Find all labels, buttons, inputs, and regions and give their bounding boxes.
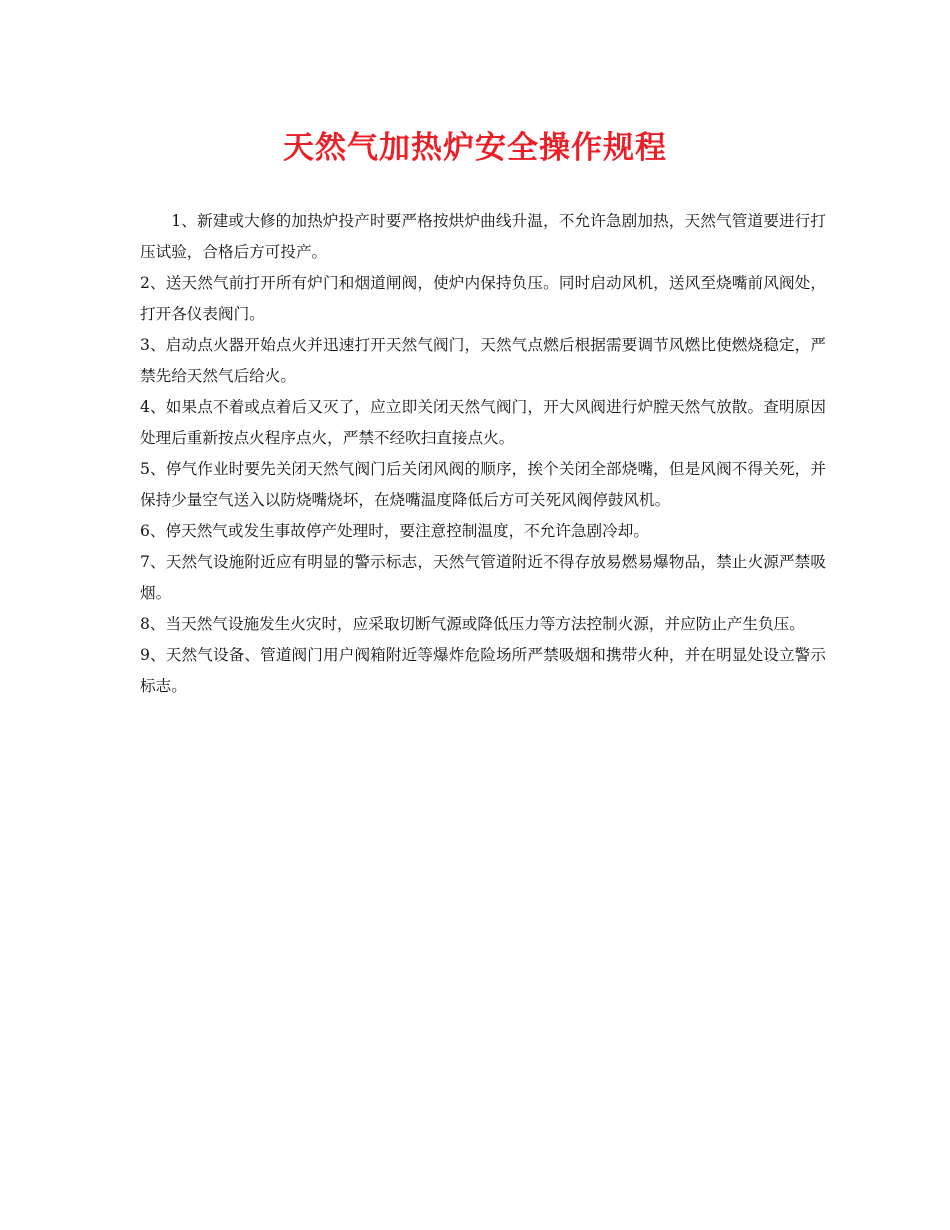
- paragraph-3: 3、启动点火器开始点火并迅速打开天然气阀门，天然气点燃后根据需要调节风燃比使燃烧稳定，严禁先给天然气后给火。: [140, 336, 826, 385]
- document-title: 天然气加热炉安全操作规程: [283, 130, 667, 166]
- paragraph-7: 7、天然气设施附近应有明显的警示标志，天然气管道附近不得存放易燃易爆物品，禁止火源严禁吸烟。: [140, 553, 826, 602]
- paragraph-8: 8、当天然气设施发生火灾时，应采取切断气源或降低压力等方法控制火源，并应防止产生负压。: [140, 615, 805, 633]
- paragraph-1: 1、新建或大修的加热炉投产时要严格按烘炉曲线升温，不允许急剧加热，天然气管道要进行打压试验，合格后方可投产。: [140, 212, 826, 261]
- document-body: [140, 206, 826, 702]
- paragraph-2: 2、送天然气前打开所有炉门和烟道闸阀，使炉内保持负压。同时启动风机，送风至烧嘴前风阀处，打开各仪表阀门。: [140, 274, 826, 323]
- paragraph-9: 9、天然气设备、管道阀门用户阀箱附近等爆炸危险场所严禁吸烟和携带火种，并在明显处设立警示标志。: [140, 646, 826, 695]
- paragraph-4: 4、如果点不着或点着后又灭了，应立即关闭天然气阀门，开大风阀进行炉膛天然气放散。查明原因处理后重新按点火程序点火，严禁不经吹扫直接点火。: [140, 398, 826, 447]
- paragraph-6: 6、停天然气或发生事故停产处理时，要注意控制温度，不允许急剧冷却。: [140, 522, 649, 540]
- paragraph-5: 5、停气作业时要先关闭天然气阀门后关闭风阀的顺序，挨个关闭全部烧嘴，但是风阀不得关死，并保持少量空气送入以防烧嘴烧坏，在烧嘴温度降低后方可关死风阀停鼓风机。: [140, 460, 826, 509]
